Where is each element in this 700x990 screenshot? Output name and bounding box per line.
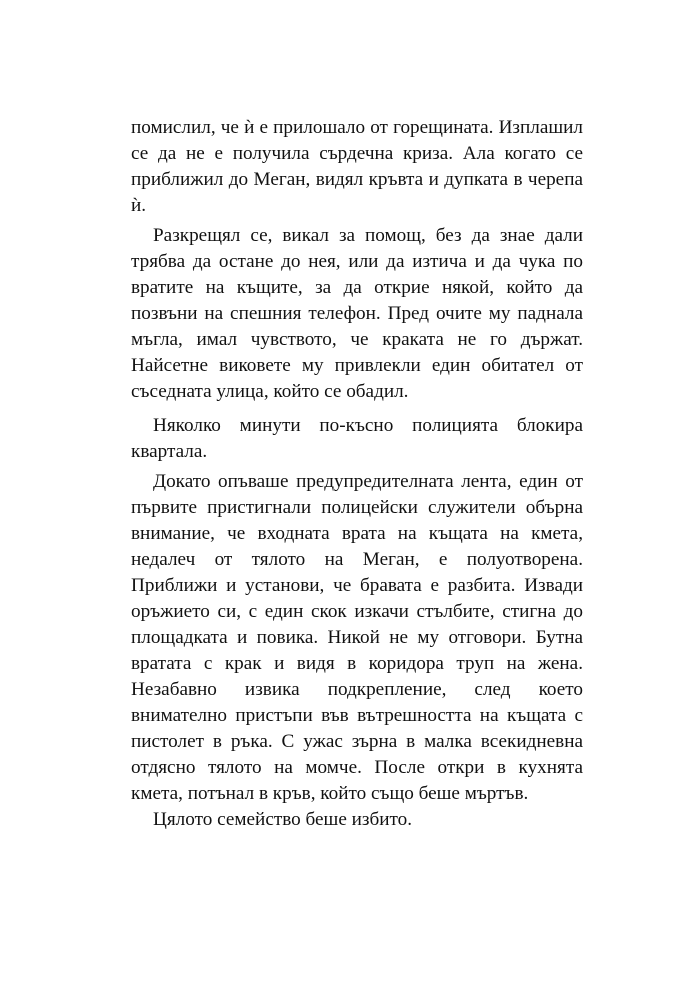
paragraph-2: Разкрещял се, викал за помощ, без да знае дали трябва да остане до нея, или да изтича и да чука по вратите на къщите, за да открие някой, който да позвъни на спешния телефон. Пред очите му паднала мъгла, имал чувството, че краката не го държат. Найсетне виковете му привлекли един обитател от съседната улица, който се обадил.	[131, 225, 583, 402]
paragraph-5: Цялото семейство беше избито.	[153, 809, 413, 830]
paragraph-4: Докато опъваше предупредителната лента, един от първите пристигнали полицейски служители обърна внимание, че входната врата на къщата на кмета, недалеч от тялото на Меган, е полуотворена. Приближи и установи, че бравата е разбита. Извади оръжието си, с един скок изкачи стълбите, стигна до площадката и повика. Никой не му отговори. Бутна вратата с крак и видя в коридора труп на жена. Незабавно извика подкрепление, след което внимателно пристъпи във вътрешността на къщата с пистолет в ръка. С ужас зърна в малка всекидневна отдясно тялото на момче. После откри в кухнята кмета, потънал в кръв, който също беше мъртъв.	[131, 471, 583, 804]
paragraph-1: помислил, че ѝ е прилошало от горещината. Изплашил се да не е получила сърдечна криза. Ала когато се приближил до Меган, видял кръвта и дупката в черепа ѝ.	[131, 117, 583, 216]
paragraph-3: Няколко минути по-късно полицията блокира квартала.	[131, 415, 583, 462]
body-text	[131, 115, 583, 833]
